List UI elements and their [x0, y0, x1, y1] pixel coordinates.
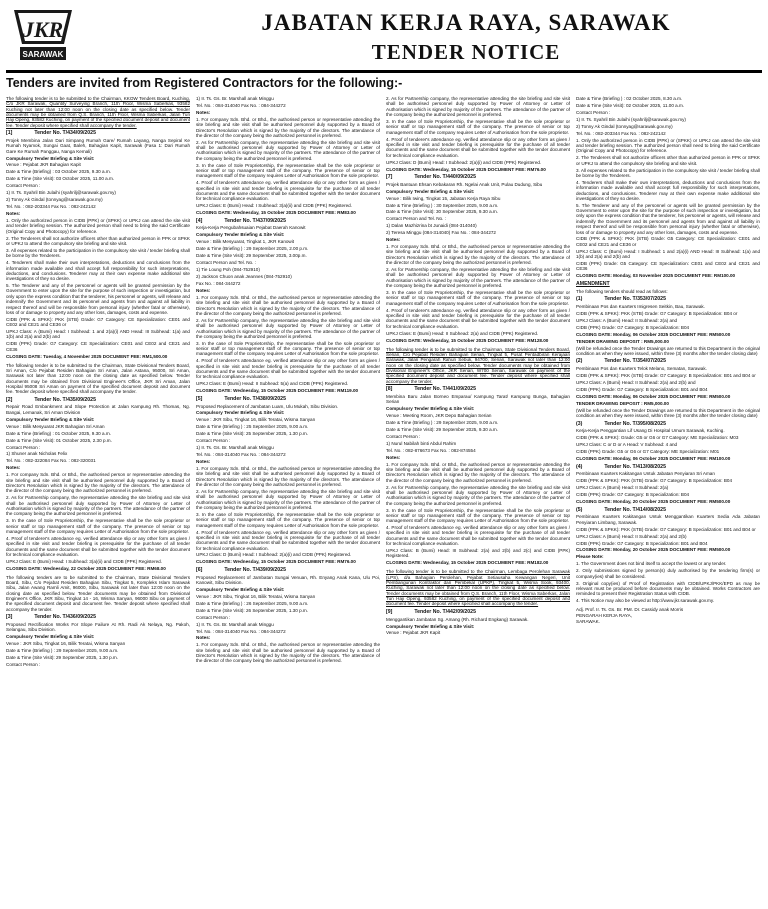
amendment-label: (1)	[576, 296, 583, 303]
tender-number: Tender No. T/440/09/2025	[414, 173, 476, 180]
amendment-item-heading	[576, 422, 760, 427]
note-item: 5. The Tenderer and any of the personnel or agents will be granted permission by the Government to enter upon the site for the purpose of such inspection or investigation, but only upon the express condition that the tenderer, his personnel or agents, will release and indemnify the Government and its personnel and agents from and against all liability in respect thereof and will be responsible from personal injury (whether fatal or otherwise), loss of or damage to property and any other loss, damages, costs and expense.	[6, 283, 190, 315]
drawing-deposit: TENDER DRAWING DEPOSIT : RM5,000.00	[576, 401, 669, 406]
briefing-date: Date & Time (Briefing ) : 02 October 2025, 8.30 a.m.	[576, 96, 683, 101]
note-item: 2. As for Partnership company, the representative attending the site briefing and site visit shall be authorised personnel duly supported by Power of Attorney or Letter of Authorisation which is signed by majority of the partners. The attendance of the partner of the company being the authorized personnel is preferred.	[196, 317, 380, 339]
column-2	[196, 96, 380, 904]
contact-person: 1) Ir. Ts. Gs. Br. Marshall anak Minggu	[196, 621, 274, 627]
drawing-deposit: TENDER DRAWING DEPOSIT : RM5,000.00	[576, 338, 669, 344]
site-visit-date: Date & Time (Site Visit): 02 October 2025, 11.00 a.m.	[576, 102, 685, 108]
note-item: 2. As for Partnership company, the representative attending the site briefing and site visit shall be authorised personnel duly supported by Power of Attorney or Letter of Authorisation which is signed by majority of the partners. The attendance of the partner of the company being the authorized personnel is preferred.	[196, 488, 380, 510]
tender-number: Tender No. T/395/08/2025	[604, 420, 666, 427]
requirement-line: CIDB (PPK) Grade: G7 Category: B Specialization: B04	[576, 324, 690, 330]
tender-number: Tender No. T/439/09/2025	[224, 566, 286, 573]
requirement-line: CIDB (PPK & SPKK): Grade: G5 or G6 or G7 Category: ME Specialization: M03	[576, 435, 739, 441]
note-item: 3. In the case of Sole Proprietorship, the representative shall be the sole proprietor or senior staff or top management staff of the company. The presence of senior or top management staff of the company requires Letter of Authorisation from the sole proprietor.	[386, 290, 570, 306]
contact-person: 1) Ir. Ts. Gs. Br. Marshall anak Minggu	[196, 96, 274, 101]
submission-paragraph: The following tender is to be submitted to the Chairman, State Divisional Tenders Board, Sri Aman, C/o Pejabat Residen Bahagian Sri Aman, Jalan Astana, 95000, Sri Aman, Sarawak not later than 12:00 noon on the closing date as specified below. Tender documents may be obtained from Divisional Engineer's Office, JKR Sri Aman, Jalan Hospital 95008 Sri Aman on payment of the specified document deposit and document fee. Tender deposit where specified shall accompany the tender.	[6, 362, 190, 395]
note-item: 3. In the case of Sole Proprietorship, the representative shall be the sole proprietor or senior staff or top management staff of the company. The presence of senior or top management staff of the company requires Letter of Authorisation from the sole proprietor.	[196, 511, 380, 528]
tender-heading	[196, 568, 380, 573]
requirement-line: UPKJ Class: D (Bumi) Head: I Subhead: 2(a)(i) and CIDB (PPK) Registered.	[386, 159, 542, 165]
requirement-line: UPKJ Class: A (Bumi) Head: II Subhead: 2(a) and	[576, 318, 678, 324]
tender-label: [2]	[6, 396, 13, 403]
requirement-line: CIDB (PPK & SPKK): PKK (STB) Grade: G7 Category: CE Specialization: CE01 and CE02 and CE21 and CE36 or	[6, 316, 190, 328]
note-item: 1. For company Sdn. Bhd. or Bhd., the authorised person or representative attending the site briefing and site visit shall be authorised personnel duly supported by a Board of Director's Resolution which is signed by the majority of the directors. The attendance of the director of the company being the authorized personnel is preferred.	[386, 461, 570, 483]
contact-person: 1) Ir. Ts. Gs. Br. Marshall anak Minggu	[196, 445, 274, 451]
contact-heading: Contact Person :	[6, 444, 41, 450]
please-note-item: 4. This Notice may also be viewed at http://www.jkr.sarawak.gov.my.	[576, 598, 715, 604]
briefing-heading: Compulsory Tender Briefing & Site Visit:	[386, 188, 475, 194]
contact-heading: Contact Person :	[576, 109, 611, 115]
tender-heading	[386, 175, 570, 180]
project-title: Repair Road Embankment and Slope Protection at Jalan Kampung Rh. Thomas, Ng. Bangai, Lemanak, Sri Aman Division	[6, 404, 190, 415]
project-title: Projek Bantuan Ehsan Kebakaran Rh. Ngelai Anak Unit, Pulau Dudung, Sibu	[386, 181, 543, 187]
amendment-intro: The following tenders should read as follows:	[576, 288, 668, 294]
note-item: 1. For company Sdn. Bhd. or Bhd., the authorised person or representative attending the site briefing and site visit shall be authorised personnel duly supported by a Board of Director's Resolution which is signed by the majority of the directors. The attendance of the director of the company being the authorized personnel is preferred.	[196, 465, 380, 487]
note-item: 4. Proof of tenderer's attendance eg. verified attendance slip or any other form as given / specified in site visit and tender briefing is prerequisite for the purchase of all tender documents and the same document shall be submitted together with the tender document for technical compliance evaluation.	[386, 525, 570, 547]
tender-number: Tender No. T/438/09/2025	[224, 395, 286, 402]
closing-date: CLOSING DATE: Tuesday, 4 November 2025 DOCUMENT FEE: RM1,500.00	[6, 353, 168, 359]
please-note-item: 2. Only submissions signed by person(s) duly authorised by the tendering firm(s) or company(ies) shall be considered.	[576, 568, 760, 579]
tender-number: Tender No. T/436/09/2025	[34, 614, 96, 621]
tender-heading	[196, 397, 380, 402]
note-item: 3. In the case of Sole Proprietorship, the representative shall be the sole proprietor or senior staff or top management staff of the company. The presence of senior or top management staff of the company requires Letter of Authorisation from the sole proprietor.	[386, 507, 570, 524]
tender-number: Tender No. T/435/09/2025	[34, 396, 96, 403]
notes-heading: Notes:	[196, 287, 211, 293]
amendment-item-heading	[576, 465, 760, 470]
closing-date: CLOSING DATE: Wednesday, 15 October 2025 DOCUMENT FEE: RM119.00	[196, 388, 359, 394]
note-item: 3. In the case of Sole Proprietorship, the representative shall be the sole proprietor or senior staff or top management staff of the company. The presence of senior or top management staff of the company requires Letter of Authorisation from the sole proprietor.	[386, 118, 570, 135]
note-item: 4. Proof of tenderer's attendance eg. verified attendance slip or any other form as given / specified in site visit and tender briefing is prerequisite for the purchase of all tender documents and the same document shall be submitted together with the tender document for technical compliance evaluation.	[6, 535, 190, 557]
project-title: Projek Membina Jalan Dari Simpang Rumah Gare/ Rumah Layang, Nanga Sepiral Ke Rumah Nyamok, Sungai Gaat, Baleh, Bahagian Kapit, Sarawak (Fasa 1: Dari Rumah Gare Ke Rumah Panggau, Nanga Kemali)	[6, 137, 190, 154]
tender-label: [7]	[386, 173, 393, 180]
contact-tel: Tel. No. : 082-203344 Fax No. : 082-242142	[6, 204, 96, 210]
venue: Venue : Bilik Mesyuarat JKR Bahagian Sri Aman	[6, 423, 105, 429]
note-item: 3. In the case of Sole Proprietorship, the representative shall be the sole proprietor or senior staff or top management staff of the company. The presence of senior or top management staff of the company requires Letter of Authorisation from the sole proprietor.	[196, 340, 380, 357]
note-item: 1. For company Sdn. Bhd. or Bhd., the authorised person or representative attending the site briefing and site visit shall be authorised personnel duly supported by a Board of Director's Resolution which is signed by the majority of the directors. The attendance of the director of the company being the authorized personnel is preferred.	[196, 116, 380, 138]
site-visit-date: Date & Time (Site Visit): 29 September 2025, 9.30 a.m.	[386, 426, 499, 432]
briefing-heading: Compulsory Tender Briefing & Site Visit:	[196, 410, 285, 416]
submission-paragraph: The following tenders are to be submitted to the Chairman, State Divisional Tenders Board, Sibu, C/o Pejabat Residen Bahagian Sibu, Tingkat 5, Kompleks Islam Sarawak Sibu, Jalan Awang Ramli Amit, 96000, Sibu, Sarawak not later than 12:00 noon on the closing date as specified below. Tender documents may be obtained from Divisional Engineer's Office, JKR Sibu, Tingkat 14 - 16, Wisma Sanyan, 96000 Sibu on payment of the specified document deposit and document fee. Tender deposit where specified shall accompany the tender.	[6, 574, 190, 612]
requirement-line: UPKJ Class: E (Bumi) Head: I Subhead: 3(a)(ii) and CIDB (PPK) Registered.	[196, 203, 352, 209]
requirement-line: UPKJ Class: A (Bumi) Head: II Subhead: 2(a) and 2(b)	[576, 533, 687, 539]
note-item: 3. In the case of Sole Proprietorship, the representative shall be the sole proprietor or senior staff or top management staff of the company. The presence of senior or top management staff of the company requires Letter of Authorisation from the sole proprietor.	[6, 518, 190, 534]
tender-heading	[386, 387, 570, 392]
project-title: Pembinaan Kuarters Kakitangan Untuk Menggantikan Kuarters Sedia Ada Jabatan Penyiaran Limbang, Sarawak.	[576, 514, 760, 525]
notice-title: TENDER NOTICE	[371, 40, 561, 64]
note-item: 3. In the case of Sole Proprietorship, the representative shall be the sole proprietor or senior staff or top management staff of the company. The presence of senior or top management staff of the company requires Letter of Authorisation from the sole proprietor.	[196, 162, 380, 179]
contact-tel: Tel. No. : 084-314040 Fax No. : 084-344272	[196, 102, 286, 108]
tender-heading	[6, 131, 190, 136]
note-item: 2. The Tenderers shall not authorize officers other than authorized person in PPK or SPKK or UPKJ to attend the compulsory site briefing and site visit.	[6, 235, 190, 246]
requirement-line: CIDB (PPK & SPKK): PKK (STB) Grade: G5 Category: CE Specialization: CE01 and CE02 and CE21 and CE36 or	[576, 236, 760, 247]
logo-text: JKR	[22, 17, 64, 42]
project-title: Menggantikan Jambatan Sg. Amang (Rh. Richard Engkang) Sarawak.	[386, 616, 529, 622]
requirement-line: UPKJ Class: E (Bumi) Head: II Subhead: 5(a) and CIDB (PPK) Registered.	[196, 381, 349, 387]
requirement-line: UPKJ Class: D (Bumi) Head: I Subhead: 2(a)(i) and CIDB (PPK) Registered.	[196, 552, 352, 558]
venue: Venue : Pejabat JKR Bahagian Kapit	[6, 162, 81, 168]
closing-date: CLOSING DATE: Monday, 03 November 2025 DOCUMENT FEE: RM100.00	[576, 273, 736, 279]
tender-heading	[6, 398, 190, 403]
tender-label: [6]	[196, 566, 203, 573]
notes-heading: Notes:	[196, 109, 211, 115]
note-item: 1. Only the authorized person in CIDB (PPK) or (SPKK) or UPKJ can attend the site visit and tender briefing session. The authorized person shall need to bring the said Certificate (Original Copy and Photocopy) for reference.	[6, 217, 190, 234]
requirement-line: CIDB (PPK) Grade: G7 Category: B Specialization: B04	[576, 492, 690, 498]
note-item: 2. As for Partnership company, the representative attending the site briefing and site visit shall be authorised personnel duly supported by Power of Attorney or Letter of Authorisation which is signed by majority of the partners. The attendance of the partner of the company being the authorized personnel is preferred.	[386, 96, 570, 118]
briefing-heading: Compulsory Tender Briefing & Site Visit:	[386, 406, 475, 412]
please-note-item: 1. The Government does not bind itself to accept the lowest or any tender.	[576, 561, 727, 567]
notes-heading: Notes:	[6, 211, 21, 217]
venue: Venue : JKR Sibu, Tingkat 16, Bilik Teratai, Wisma Sanyan	[6, 641, 126, 647]
venue: Venue : Bilik Mesyuarat, Tingkat 1, JKR Kanowit	[196, 239, 295, 245]
contact-person: 1) Ir. Ts. Syahril Bin Julaihi (syahrilj@sarawak.gov.my)	[6, 190, 116, 196]
amendment-label: (4)	[576, 463, 583, 470]
contact-person: 2) Teresa Minggu (084-314040) Fax No. : 084-344272	[386, 230, 496, 236]
amendment-item-heading	[576, 359, 760, 364]
tender-heading	[6, 615, 190, 620]
project-title: Membina Baru Jalan Borneo Emparau/ Kampung Tarat/ Kampung Bunga, Bahagian Serian	[386, 393, 570, 405]
amendment-item-heading	[576, 297, 760, 302]
tender-number: Tender No. T/442/09/2025	[414, 608, 476, 615]
closing-date: CLOSING DATE: Monday, 06 October 2025 DOCUMENT FEE: RM500.00	[576, 394, 731, 400]
column-4	[576, 96, 760, 904]
note-item: 2. The Tenderers shall not authorize officers other than authorized person in PPK or SPKK or UPKJ to attend the compulsory site briefing and site visit.	[576, 155, 760, 166]
amendment-label: (5)	[576, 506, 583, 513]
tender-label: [4]	[196, 217, 203, 224]
briefing-heading: Compulsory Tender Briefing & Site Visit:	[196, 232, 285, 238]
invitation-heading: Tenders are invited from Registered Contractors for the following:-	[6, 76, 403, 90]
requirement-line: UPKJ Class: E (Bumi) Head: II Subhead: 2(a) and CIDB (PPK) Registered.	[386, 330, 539, 336]
note-item: 5. The Tenderer and any of the personnel or agents will be granted permission by the Government to enter upon the site for the purpose of such inspection or investigation, but only upon the express condition that the tenderer, his personnel or agents, will release and indemnify the Government and its personnel and agents from and against all liability in respect thereof and will be responsible from personal injury (whether fatal or otherwise), loss of or damage to property and any other loss, damages, costs and expense.	[576, 202, 760, 235]
note-item: 1. For company Sdn. Bhd. or Bhd., the authorised person or representative attending the site briefing and site visit shall be authorised personnel duly supported by a Board of Director's Resolution which is signed by the majority of the directors. The attendance of the director of the company being the authorized personnel is preferred.	[196, 642, 380, 664]
note-item: 4. Proof of tenderer's attendance eg. verified attendance slip or any other form as given / specified in site visit and tender briefing is prerequisite for the purchase of all tender documents and the same document shall be submitted together with the tender document for technical compliance evaluation.	[196, 180, 380, 202]
agency-title: JABATAN KERJA RAYA, SARAWAK	[261, 10, 671, 35]
closing-date: CLOSING DATE: Wednesday, 22 October 2025 DOCUMENT FEE: RM68.00	[6, 565, 166, 571]
contact-person: 1) Tie Loung Poh (084-752910)	[196, 267, 260, 273]
briefing-heading: Compulsory Tender Briefing & Site Visit:	[6, 416, 95, 422]
requirement-line: UPKJ Class: C (Bumi) Head: I Subhead: 1 and 2(a)(i) AND Head: III Subhead: 1(a) and 1(b) and 2(a) and 2(b) and	[576, 248, 760, 260]
requirement-line: CIDB (PPK & SPKK): PKK (STB) Grade: G7 Category: B Specialization: B01 and B04 or	[576, 526, 756, 532]
contact-person: 1) Shuner anak Nicholas Felix	[6, 451, 68, 457]
contact-person: 1) Nurul Nabilah binti Abdul Rahim	[386, 440, 457, 446]
project-title: Pembinaan Kuarters Kakitangan Untuk Jabatan Penyiaran Sri Aman	[576, 471, 715, 477]
tender-number: Tender No. T/437/09/2025	[224, 217, 286, 224]
note-item: 1. Only the authorized person in CIDB (PPK) or (SPKK) or UPKJ can attend the site visit and tender briefing session. The authorized person shall need to bring the said Certificate (Original Copy and Photocopy) for reference.	[576, 137, 760, 154]
column-3	[386, 96, 570, 904]
deposit-note: (Will be refunded once the Tender Drawings are returned to this Department in the original condition as when they were issued, within three (3) months after the tender closing date)	[576, 407, 760, 419]
tender-label: [1]	[6, 130, 13, 137]
note-item: 4. Proof of tenderer's attendance eg. verified attendance slip or any other form as given / specified in site visit and tender briefing is prerequisite for the purchase of all tender documents and the same document shall be submitted together with the tender document for technical compliance evaluation.	[196, 529, 380, 551]
note-item: 4. Tenderers shall make their own interpretations, deductions and conclusions from the information made available and shall accept full responsibility for such interpretations, deductions, and conclusions. Tenderer may at their own expense make additional site investigations of they so desire.	[6, 260, 190, 282]
note-item: 1. For company Sdn. Bhd. or Bhd., the authorised person or representative attending the site briefing and site visit shall be authorised personnel duly supported by a Board of Director's Resolution which is signed by the majority of the directors. The attendance of the director of the company being the authorized personnel is preferred.	[6, 472, 190, 494]
logo-subtext: SARAWAK	[22, 50, 64, 59]
note-item: 4. Proof of tenderer's attendance eg. verified attendance slip or any other form as given / specified in site visit and tender briefing is prerequisite for the purchase of all tender documents and the same document shall be submitted together with the tender document for technical compliance evaluation.	[386, 136, 570, 158]
closing-date: CLOSING DATE: Monday, 20 October 2025 DOCUMENT FEE: RM500.00	[576, 499, 731, 505]
contact-person: 2) Tonny Ak Gindal (tonnyag@sarawak.gov.my)	[576, 123, 673, 129]
requirement-line: CIDB (PPK & SPKK): PKK (STB) Grade: G7 Category: B Specialization: B01 and B04 or	[576, 373, 756, 379]
note-item: 2. As for Partnership company, the representative attending the site briefing and site visit shall be authorised personnel duly supported by Power of Attorney or Letter of Authorisation which is signed by majority of the partners. The attendance of the partner of the company being the authorized personnel is preferred.	[386, 484, 570, 506]
project-title: Proposed Rectification Works For Slope Failure At Rh. Radi Ak Nelaya, Ng. Pakoh, Selangau, Sibu Division.	[6, 621, 190, 633]
amendment-label: (2)	[576, 358, 583, 365]
briefing-heading: Compulsory Tender Briefing & Site Visit:	[6, 155, 95, 161]
tender-label: [3]	[6, 614, 13, 621]
briefing-date: Date & Time (Briefing ) : 29 September 2025, 2.00 p.m.	[196, 246, 309, 252]
briefing-date: Date & Time (Briefing) : 03 October 2025, 9.30 a.m.	[6, 169, 111, 175]
submission-paragraph: The following tender is to be submitted to the Chairman, State Divisional Tenders Board, Serian, C/o Pejabat Residen Bahagian Serian, Tingkat 5, Pusat Pentadbiran Kerajaan Sarawak, Jalan Pengarah Rahun Sebuk, 94700, Serian, Sarawak not later than 12:00 noon on the closing date as specified below. Tender documents may be obtained from Divisional Engineer's Office, JKR Serian, W700 Serian, Sarawak on payment of the specified document deposit and document fee. Tender deposit where specified shall accompany the tender.	[386, 346, 570, 384]
requirement-line: CIDB (PPK & SPKK): PKK (STB) Grade: G7 Category: B Specialization: B04 or	[576, 311, 738, 317]
tender-number: Tender No. T/441/09/2025	[414, 385, 476, 392]
tender-number: Tender No. T/414/08/2025	[604, 506, 666, 513]
note-item: 3. All expenses related to the participation in the compulsory site visit / tender briefing shall be borne by the Tenderers.	[576, 167, 760, 178]
contact-person: 1) Dalan Mazhizrina bt Junaidi (084-314040)	[386, 223, 477, 229]
requirement-line: CIDB (PPK) Grade: G7 Category: CE Specialization: CE01 and CE02 and CE21 and CE36	[6, 341, 190, 352]
closing-date: CLOSING DATE: Monday, 06 October 2025 DOCUMENT FEE: RM500.00	[576, 331, 731, 337]
tender-heading	[386, 610, 570, 615]
requirement-line: CIDB (PPK) Grade: G5 Category: CE Specialization: CE01 and CE02 and CE21 and CE36	[576, 261, 760, 272]
briefing-date: Date & Time (Briefing) : 01 October 2025, 9.30 a.m.	[6, 430, 111, 436]
project-title: Proposed Replacement of Jambatan Sungai Venuan, Rh. Enyang Anak Kana, Ulu Poi, Kanowit, Sibu Division.	[196, 574, 380, 585]
contact-person: 1) Ir. Ts. Syahril Bin Julaihi (syahrilj@sarawak.gov.my)	[576, 116, 686, 122]
amendment-item-heading	[576, 508, 760, 513]
contact-tel: Tel. No. : 082-876673 Fax No. : 082-874554	[386, 447, 476, 453]
requirement-line: UPKJ Class: C or D or A Head: V Subhead: 4 and	[576, 442, 678, 448]
tender-number: Tender No. T/434/09/2025	[34, 130, 96, 137]
site-visit-date: Date & Time (Site Visit): 30 September 2025, 9.30 a.m.	[386, 209, 499, 215]
briefing-heading: Compulsory Tender Briefing & Site Visit:	[6, 634, 95, 640]
briefing-date: Date & Time (Briefing ) : 30 September 2025, 9.00 a.m.	[386, 202, 499, 208]
requirement-line: CIDB (PPK) Grade: G7 Category: B Specialization: B01 and B04	[576, 387, 708, 393]
briefing-heading: Compulsory Tender Briefing & Site Visit:	[196, 586, 285, 592]
column-1	[6, 96, 190, 904]
contact-heading: Contact Person :	[196, 614, 231, 620]
signatory-state: SARAWAK.	[576, 619, 600, 625]
note-item: 1. For company Sdn. Bhd. or Bhd., the authorised person or representative attending the site briefing and site visit shall be authorised personnel duly supported by a Board of Director's Resolution which is signed by the majority of the directors. The attendance of the director of the company being the authorized personnel is preferred.	[196, 294, 380, 316]
contact-tel: Fax No. : 084-344272	[196, 280, 241, 286]
note-item: 4. Tenderers shall make their own interpretations, deductions and conclusions from the information made available and shall accept full responsibility for such interpretations, deductions, and conclusions. Tenderer may at their own expense make additional site investigations of they so desire.	[576, 179, 760, 201]
requirement-line: UPKJ Class: A (Bumi) Head: II Subhead: 2(a)	[576, 485, 669, 491]
site-visit-date: Date & Time (Site Visit): 03 October 2025, 11.00 a.m.	[6, 176, 115, 182]
requirement-line: UPKJ Class: B (Bumi) Head: III Subhead: 2(a) and 2(b) and 2(c) and CIDB (PPK) Registered.	[386, 548, 570, 559]
tender-label: [8]	[386, 385, 393, 392]
briefing-date: Date & Time (Briefing ) : 29 September 2025, 9.00 a.m.	[6, 648, 119, 654]
submission-paragraph: The following tender is to be submitted to the Chairman, Lembaga Perolehan Sarawak (LPS), d/a Bahagian Perolehan, Pejabat Setiausaha Kewangan Negeri, Unit Pembangunan Kontraktor dan Pembekal (UPKP), Tingkat 5, Wisma Sook, 93400, Kuching, Sarawak not later than 12:00 noon on the closing date as specified below. Tender documents may be obtained from Q.S. Branch, 11th Floor, Wisma Saberkas, Jalan Tun Haji Openg, 93582 Kuching, on payment of the specified document deposit and document fee. Tender deposit where specified shall accompany the tender.	[386, 569, 570, 607]
requirement-line: UPKJ Class: E (Bumi) Head: I Subhead: 3(a)(ii) and CIDB (PPK) Registered.	[6, 558, 162, 564]
notes-heading: Notes:	[6, 465, 21, 471]
note-item: 2. As for Partnership company, the representative attending the site briefing and site visit shall be authorised personnel duly supported by Power of Attorney or Letter of Authorisation which is signed by majority of the partners. The attendance of the partner of the company being the authorized personnel is preferred.	[196, 139, 380, 161]
note-item: 3. All expenses related to the participation in the compulsory site visit / tender briefing shall be borne by the Tenderers.	[6, 247, 190, 259]
project-title: Kerja-Kerja Penggantian Lif Usang Di Hospital Umum Sarawak, Kuching.	[576, 428, 725, 434]
note-item: 2. As for Partnership company, the representative attending the site briefing and site visit shall be authorised personnel duly supported by Power of Attorney or Letter of Authorisation which is signed by majority of the partners. The attendance of the partner of the company being the authorized personnel is preferred.	[386, 267, 570, 289]
notes-heading: Notes:	[196, 635, 211, 641]
signatory-name: Adj. Prof. Ir. Ts. Gs. Br. PMr. Dr. Cassidy anak Morris	[576, 607, 684, 613]
venue: Venue : Pejabat JKR Kapit	[386, 630, 441, 636]
site-visit-date: Date & Time (Site Visit): 29 September 2025, 1.30 p.m.	[6, 655, 119, 660]
project-title: Kerja-Kerja Pengubahsuaian Pejabat Daerah Kanowit	[196, 225, 306, 231]
site-visit-date: Date & Time (Site Visit): 01 October 2025, 2.30 p.m.	[6, 437, 112, 443]
deposit-note: (Will be refunded once the Tender Drawings are returned to this Department in the original condition as when they were issued, within three (3) months after the tender closing date)	[576, 345, 760, 357]
requirement-line: CIDB (PPK) Grade: G5 or G6 or G7 Category: ME Specialization: M01	[576, 449, 720, 455]
venue: Venue : JKR Sibu, Tingkat 16, Bilik Teratai, Wisma Sanyan	[196, 417, 316, 423]
contact-heading: Contact Person :	[196, 438, 231, 444]
note-item: 4. Proof of tenderer's attendance eg. verified attendance slip or any other form as given / specified in site visit and tender briefing is prerequisite for the purchase of all tender documents and the same document shall be submitted together with the tender document for technical compliance evaluation.	[386, 307, 570, 329]
tender-label: [5]	[196, 395, 203, 402]
notice-columns	[6, 96, 762, 904]
site-visit-date: Date & Time (Site Visit): 26 September 2025, 1.30 p.m.	[196, 607, 309, 613]
notice-header	[6, 4, 762, 70]
contact-tel: Tel. No. : 084-314040 Fax No. : 084-344272	[196, 452, 286, 458]
site-visit-date: Date & Time (Site Visit): 29 September 2025, 3.00p.m.	[196, 253, 307, 259]
tender-number: Tender No. T/353/07/2025	[604, 296, 666, 303]
contact-heading: Contact Person and Tel. No. :	[196, 260, 256, 266]
closing-date: CLOSING DATE: Monday, 20 October 2025 DOCUMENT FEE: RM500.00	[576, 547, 731, 553]
note-item: 4. Proof of tenderer's attendance eg. verified attendance slip or any other form as given / specified in site visit and tender briefing is prerequisite for the purchase of all tender documents and the same document shall be submitted together with the tender document for technical compliance evaluation.	[196, 358, 380, 380]
notes-heading: Notes:	[386, 454, 401, 460]
contact-heading: Contact Person :	[6, 183, 41, 189]
please-note-heading: Please Note:	[576, 554, 604, 560]
tender-number: Tender No. T/354/07/2025	[604, 358, 666, 365]
closing-date: CLOSING DATE: Wednesday, 15 October 2025 DOCUMENT FEE: RM76.00	[386, 166, 546, 172]
closing-date: CLOSING DATE: Wednesday, 15 October 2025 DOCUMENT FEE: RM76.00	[196, 559, 356, 565]
briefing-date: Date & Time (Briefing ) : 25 September 2025, 9.00 a.m.	[196, 424, 309, 430]
jkr-logo-icon	[10, 6, 76, 66]
closing-date: CLOSING DATE: Wednesday, 15 October 2025 DOCUMENT FEE: RM128.00	[386, 337, 549, 343]
signature-block	[576, 607, 760, 625]
please-note-item: 3. Original copy(ies) of Proof of Registration with CIDB/UPKJ/PKK/EPD as may be relevant must be produced before documents may be obtained. Works Contractors are reminded to present their Registration Status with CIDB.	[576, 580, 760, 597]
intro-paragraph: The following tender is to be submitted to the Chairman, KKOW Tenders Board, Kuching, C/o JKR Sarawak, Quantity Surveying Branch, 11th Floor, Wisma Saberkas, 93582 Kuching not later than 12:00 noon on the closing date as specified below. Tender documents may be obtained from Q.S. Branch, 11th Floor, Wisma Saberkas, Jalan Tun Haji Openg, 93582 Kuching, on payment of the specified document deposit and document fee. Tender deposit where specified shall accompany the tender.	[6, 96, 190, 128]
tender-heading	[196, 219, 380, 224]
project-title: Proposed Replacement of Jambatan Luam, Ulu Mukah, Sibu Division.	[196, 403, 339, 409]
briefing-date: Date & Time (Briefing ) : 29 September 2025, 9.00 a.m.	[386, 419, 499, 425]
contact-tel: Tel. No. : 082-203344 Fax No. : 082-242142	[576, 130, 666, 136]
venue: Venue : Meeting Room, JKR Depo Bahagian Serian	[386, 413, 492, 418]
note-item: 2. As for Partnership company, the representative attending the site briefing and site visit shall be authorised personnel duly supported by Power of Attorney or Letter of Authorisation which is signed by majority of the partners. The attendance of the partner of the company being the authorized personnel is preferred.	[6, 495, 190, 517]
contact-person: 2) Jackson Chuon anak Jeannes (084-752910)	[196, 274, 292, 280]
contact-tel: Tel. No. : 082-322084 Fax No. : 082-320031	[6, 458, 96, 464]
tender-number: Tender No. T/413/08/2025	[604, 463, 666, 470]
note-item: 1. For company Sdn. Bhd. or Bhd., the authorised person or representative attending the site briefing and site visit shall be authorised personnel duly supported by a Board of Director's Resolution which is signed by the majority of the directors. The attendance of the director of the company being the authorized personnel is preferred.	[386, 244, 570, 266]
amendment-heading: AMENDMENT	[576, 280, 610, 287]
header-divider	[6, 70, 762, 73]
amendment-label: (3)	[576, 420, 583, 427]
project-title: Pembinaan Pos dan Kuarters Telok Melano, Sematan, Sarawak.	[576, 366, 707, 372]
venue: Venue : Bilik Iwing, Tingkat 15, Jabatan Kerja Raya Sibu	[386, 195, 501, 201]
contact-tel: Tel. No. : 084-314040 Fax No. : 084-344272	[196, 628, 286, 634]
venue: Venue : JKR Sibu, Tingkat 16, Bilik Teratai, Wisma Sanyan	[196, 593, 316, 599]
briefing-date: Date & Time (Briefing ) : 26 September 2025, 9.00 a.m.	[196, 600, 309, 606]
project-title: Pembinaan Pos dan Kuarters Imigresen Seitkin, Bau, Sarawak.	[576, 304, 705, 310]
requirement-line: CIDB (PPK) Grade: G7 Category: B Specialization: B01 and B04	[576, 540, 708, 546]
requirement-line: UPKJ Class: A (Bumi) Head: I Subhead: 1 and 2(a)(i) AND Head: III Subhead: 1(a) and 1(b) and 2(a) and 2(b) and	[6, 329, 190, 340]
contact-heading: Contact Person :	[386, 433, 421, 439]
contact-heading: Contact Person and Tel. No. :	[386, 216, 446, 222]
site-visit-date: Date & Time (Site Visit): 25 September 2025, 1.30 p.m.	[196, 431, 309, 437]
closing-date: CLOSING DATE: Wednesday, 15 October 2025 DOCUMENT FEE: RM182.00	[386, 560, 549, 566]
notes-heading: Notes:	[196, 459, 211, 464]
notes-heading: Notes:	[386, 237, 401, 243]
contact-person: 2) Tonny Ak Gindal (tonnyag@sarawak.gov.my)	[6, 197, 103, 203]
signatory-title: PENGARAH KERJA RAYA,	[576, 613, 632, 619]
closing-date: CLOSING DATE: Monday, 06 October 2025 DOCUMENT FEE: RM100.00	[576, 456, 731, 462]
tender-label: [9]	[386, 608, 393, 615]
closing-date: CLOSING DATE: Wednesday, 15 October 2025 DOCUMENT FEE: RM83.00	[196, 210, 356, 216]
contact-heading: Contact Person :	[6, 661, 41, 667]
requirement-line: UPKJ Class: A (Bumi) Head: II Subhead: 2(a) and 2(b) and	[576, 380, 696, 386]
requirement-line: CIDB (PPK & SPKK): PKK (STB) Grade: G7 Category: B Specialization: B04	[576, 478, 732, 484]
briefing-heading: Compulsory Tender Briefing & Site Visit:	[386, 623, 475, 629]
